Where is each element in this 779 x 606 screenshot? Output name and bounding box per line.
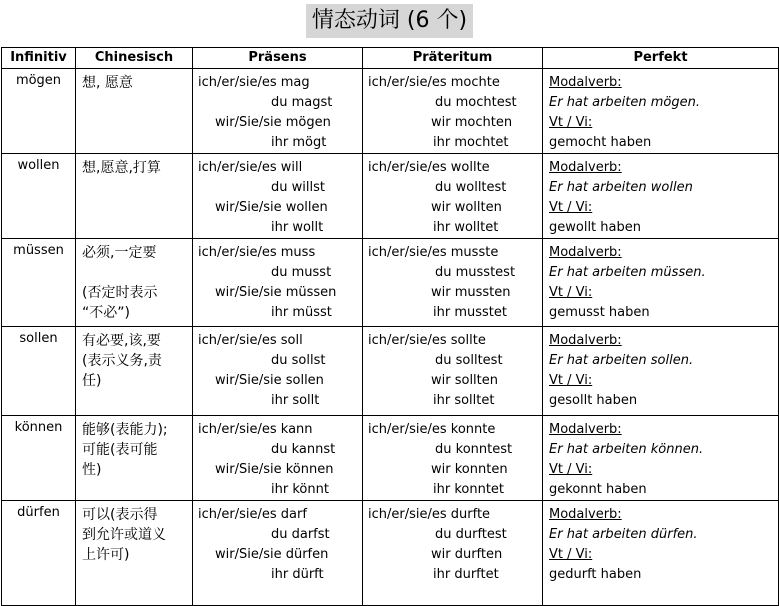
praesens-form: du musst bbox=[271, 265, 332, 280]
praeteritum-form: du konntest bbox=[435, 442, 513, 457]
praesens-form: du sollst bbox=[271, 353, 326, 368]
praesens-form: ich/er/sie/es muss bbox=[198, 245, 316, 260]
praeteritum-lines bbox=[363, 327, 542, 411]
praesens-form: wir/Sie/sie dürfen bbox=[215, 547, 329, 562]
praeteritum-lines bbox=[363, 239, 542, 323]
praesens-lines bbox=[193, 239, 362, 323]
praesens-form: ich/er/sie/es mag bbox=[198, 75, 310, 90]
praeteritum-form: wir durften bbox=[431, 547, 503, 562]
perfekt-cell bbox=[543, 327, 779, 416]
chinese-cell bbox=[76, 154, 193, 239]
praeteritum-form: ihr konntet bbox=[433, 482, 505, 497]
praesens-lines bbox=[193, 69, 362, 153]
chinese-line: 到允许或道义 bbox=[82, 527, 166, 543]
chinese-cell bbox=[76, 327, 193, 416]
perfekt-cell bbox=[543, 239, 779, 327]
table-row bbox=[2, 416, 779, 501]
praesens-cell bbox=[193, 416, 363, 501]
chinese-line: 可以(表示得 bbox=[82, 507, 158, 523]
praeteritum-form: du solltest bbox=[435, 353, 503, 368]
perfekt-vt-label: Vt / Vi: bbox=[549, 285, 593, 300]
praeteritum-lines bbox=[363, 69, 542, 153]
praesens-form: du magst bbox=[271, 95, 333, 110]
perfekt-vt-form: gemocht haben bbox=[549, 135, 652, 150]
praesens-form: wir/Sie/sie müssen bbox=[215, 285, 337, 300]
praesens-form: ich/er/sie/es darf bbox=[198, 507, 307, 522]
praesens-lines bbox=[193, 327, 362, 411]
infinitiv-cell: sollen bbox=[2, 327, 76, 416]
praeteritum-form: wir konnten bbox=[431, 462, 508, 477]
infinitiv-cell: mögen bbox=[2, 69, 76, 154]
praeteritum-form: wir mussten bbox=[431, 285, 511, 300]
perfekt-vt-label: Vt / Vi: bbox=[549, 373, 593, 388]
perfekt-cell bbox=[543, 154, 779, 239]
praeteritum-form: ich/er/sie/es sollte bbox=[368, 333, 486, 348]
table-row bbox=[2, 327, 779, 416]
perfekt-lines bbox=[543, 154, 778, 238]
chinese-line: “不必”) bbox=[82, 305, 130, 321]
praeteritum-form: ich/er/sie/es mochte bbox=[368, 75, 500, 90]
infinitiv-cell: wollen bbox=[2, 154, 76, 239]
praeteritum-form: ihr musstet bbox=[433, 305, 507, 320]
perfekt-lines bbox=[543, 327, 778, 411]
chinese-line: 想, 愿意 bbox=[82, 75, 133, 91]
perfekt-vt-label: Vt / Vi: bbox=[549, 115, 593, 130]
praesens-form: wir/Sie/sie sollen bbox=[215, 373, 324, 388]
praeteritum-form: ihr wolltet bbox=[433, 220, 499, 235]
perfekt-cell bbox=[543, 69, 779, 154]
table-row bbox=[2, 69, 779, 154]
praeteritum-form: ich/er/sie/es wollte bbox=[368, 160, 490, 175]
praesens-cell bbox=[193, 501, 363, 606]
praesens-cell bbox=[193, 327, 363, 416]
praeteritum-lines bbox=[363, 501, 542, 585]
praeteritum-cell bbox=[363, 69, 543, 154]
perfekt-modal-label: Modalverb: bbox=[549, 422, 622, 437]
perfekt-modal-label: Modalverb: bbox=[549, 75, 622, 90]
perfekt-modal-example: Er hat arbeiten können. bbox=[549, 442, 704, 457]
praesens-lines bbox=[193, 501, 362, 585]
chinese-line: (否定时表示 bbox=[82, 285, 158, 301]
page-title-wrap bbox=[0, 4, 779, 38]
table-row bbox=[2, 501, 779, 606]
perfekt-lines bbox=[543, 69, 778, 153]
perfekt-vt-form: gemusst haben bbox=[549, 305, 650, 320]
praesens-form: ich/er/sie/es soll bbox=[198, 333, 303, 348]
perfekt-modal-label: Modalverb: bbox=[549, 160, 622, 175]
infinitiv-cell: dürfen bbox=[2, 501, 76, 606]
praesens-form: ihr mögt bbox=[271, 135, 327, 150]
praesens-form: wir/Sie/sie mögen bbox=[215, 115, 331, 130]
chinese-cell bbox=[76, 501, 193, 606]
header-praesens: Präsens bbox=[193, 48, 363, 69]
perfekt-vt-form: gedurft haben bbox=[549, 567, 642, 582]
header-perfekt: Perfekt bbox=[543, 48, 779, 69]
praesens-form: ich/er/sie/es will bbox=[198, 160, 303, 175]
page-title: 情态动词 (6 个) bbox=[306, 4, 473, 38]
chinese-line: 任) bbox=[82, 373, 102, 389]
chinese-cell bbox=[76, 239, 193, 327]
perfekt-modal-example: Er hat arbeiten wollen bbox=[549, 180, 693, 195]
chinese-line: 有必要,该,要 bbox=[82, 333, 161, 349]
chinese-line: 想,愿意,打算 bbox=[82, 160, 161, 176]
perfekt-vt-form: gekonnt haben bbox=[549, 482, 647, 497]
perfekt-cell bbox=[543, 416, 779, 501]
praeteritum-lines bbox=[363, 154, 542, 238]
perfekt-vt-label: Vt / Vi: bbox=[549, 462, 593, 477]
praesens-form: ich/er/sie/es kann bbox=[198, 422, 313, 437]
perfekt-modal-label: Modalverb: bbox=[549, 507, 622, 522]
header-chinesisch: Chinesisch bbox=[76, 48, 193, 69]
praesens-form: wir/Sie/sie können bbox=[215, 462, 334, 477]
perfekt-modal-label: Modalverb: bbox=[549, 245, 622, 260]
praeteritum-form: du mochtest bbox=[435, 95, 517, 110]
praeteritum-form: du durftest bbox=[435, 527, 507, 542]
perfekt-modal-example: Er hat arbeiten müssen. bbox=[549, 265, 706, 280]
praeteritum-form: ich/er/sie/es konnte bbox=[368, 422, 496, 437]
praesens-form: ihr dürft bbox=[271, 567, 324, 582]
praeteritum-form: ihr mochtet bbox=[433, 135, 509, 150]
perfekt-vt-label: Vt / Vi: bbox=[549, 200, 593, 215]
chinese-line bbox=[82, 263, 188, 283]
praeteritum-form: ich/er/sie/es musste bbox=[368, 245, 499, 260]
table-row bbox=[2, 154, 779, 239]
infinitiv-cell: können bbox=[2, 416, 76, 501]
praeteritum-form: wir wollten bbox=[431, 200, 502, 215]
header-praeteritum: Präteritum bbox=[363, 48, 543, 69]
chinese-cell bbox=[76, 416, 193, 501]
praesens-form: du willst bbox=[271, 180, 325, 195]
perfekt-lines bbox=[543, 416, 778, 500]
chinese-line: 性) bbox=[82, 462, 102, 478]
praesens-form: du kannst bbox=[271, 442, 336, 457]
praeteritum-form: ich/er/sie/es durfte bbox=[368, 507, 491, 522]
praeteritum-form: du musstest bbox=[435, 265, 516, 280]
perfekt-modal-example: Er hat arbeiten sollen. bbox=[549, 353, 694, 368]
praeteritum-form: du wolltest bbox=[435, 180, 507, 195]
praesens-cell bbox=[193, 154, 363, 239]
modal-verbs-table bbox=[1, 47, 779, 606]
praesens-form: wir/Sie/sie wollen bbox=[215, 200, 328, 215]
table-header-row bbox=[2, 48, 779, 69]
perfekt-lines bbox=[543, 239, 778, 323]
praesens-form: ihr müsst bbox=[271, 305, 332, 320]
perfekt-vt-form: gesollt haben bbox=[549, 393, 638, 408]
praeteritum-lines bbox=[363, 416, 542, 500]
header-infinitiv: Infinitiv bbox=[2, 48, 76, 69]
praeteritum-form: ihr durftet bbox=[433, 567, 499, 582]
chinese-line: 必须,一定要 bbox=[82, 245, 157, 261]
praesens-lines bbox=[193, 416, 362, 500]
praeteritum-cell bbox=[363, 501, 543, 606]
perfekt-cell bbox=[543, 501, 779, 606]
praesens-form: ihr wollt bbox=[271, 220, 324, 235]
praesens-cell bbox=[193, 239, 363, 327]
perfekt-vt-form: gewollt haben bbox=[549, 220, 641, 235]
praeteritum-form: wir sollten bbox=[431, 373, 499, 388]
chinese-cell bbox=[76, 69, 193, 154]
praeteritum-cell bbox=[363, 154, 543, 239]
praesens-lines bbox=[193, 154, 362, 238]
praeteritum-cell bbox=[363, 327, 543, 416]
chinese-line: 能够(表能力); bbox=[82, 422, 168, 438]
praesens-form: ihr könnt bbox=[271, 482, 329, 497]
praesens-form: ihr sollt bbox=[271, 393, 320, 408]
perfekt-vt-label: Vt / Vi: bbox=[549, 547, 593, 562]
praeteritum-cell bbox=[363, 416, 543, 501]
chinese-line: (表示义务,责 bbox=[82, 353, 162, 369]
praeteritum-form: wir mochten bbox=[431, 115, 513, 130]
table-row bbox=[2, 239, 779, 327]
chinese-line: 可能(表可能 bbox=[82, 442, 158, 458]
perfekt-modal-example: Er hat arbeiten dürfen. bbox=[549, 527, 698, 542]
praeteritum-form: ihr solltet bbox=[433, 393, 495, 408]
praesens-cell bbox=[193, 69, 363, 154]
perfekt-modal-example: Er hat arbeiten mögen. bbox=[549, 95, 701, 110]
chinese-line: 上许可) bbox=[82, 547, 130, 563]
infinitiv-cell: müssen bbox=[2, 239, 76, 327]
perfekt-modal-label: Modalverb: bbox=[549, 333, 622, 348]
praesens-form: du darfst bbox=[271, 527, 330, 542]
praeteritum-cell bbox=[363, 239, 543, 327]
perfekt-lines bbox=[543, 501, 778, 585]
